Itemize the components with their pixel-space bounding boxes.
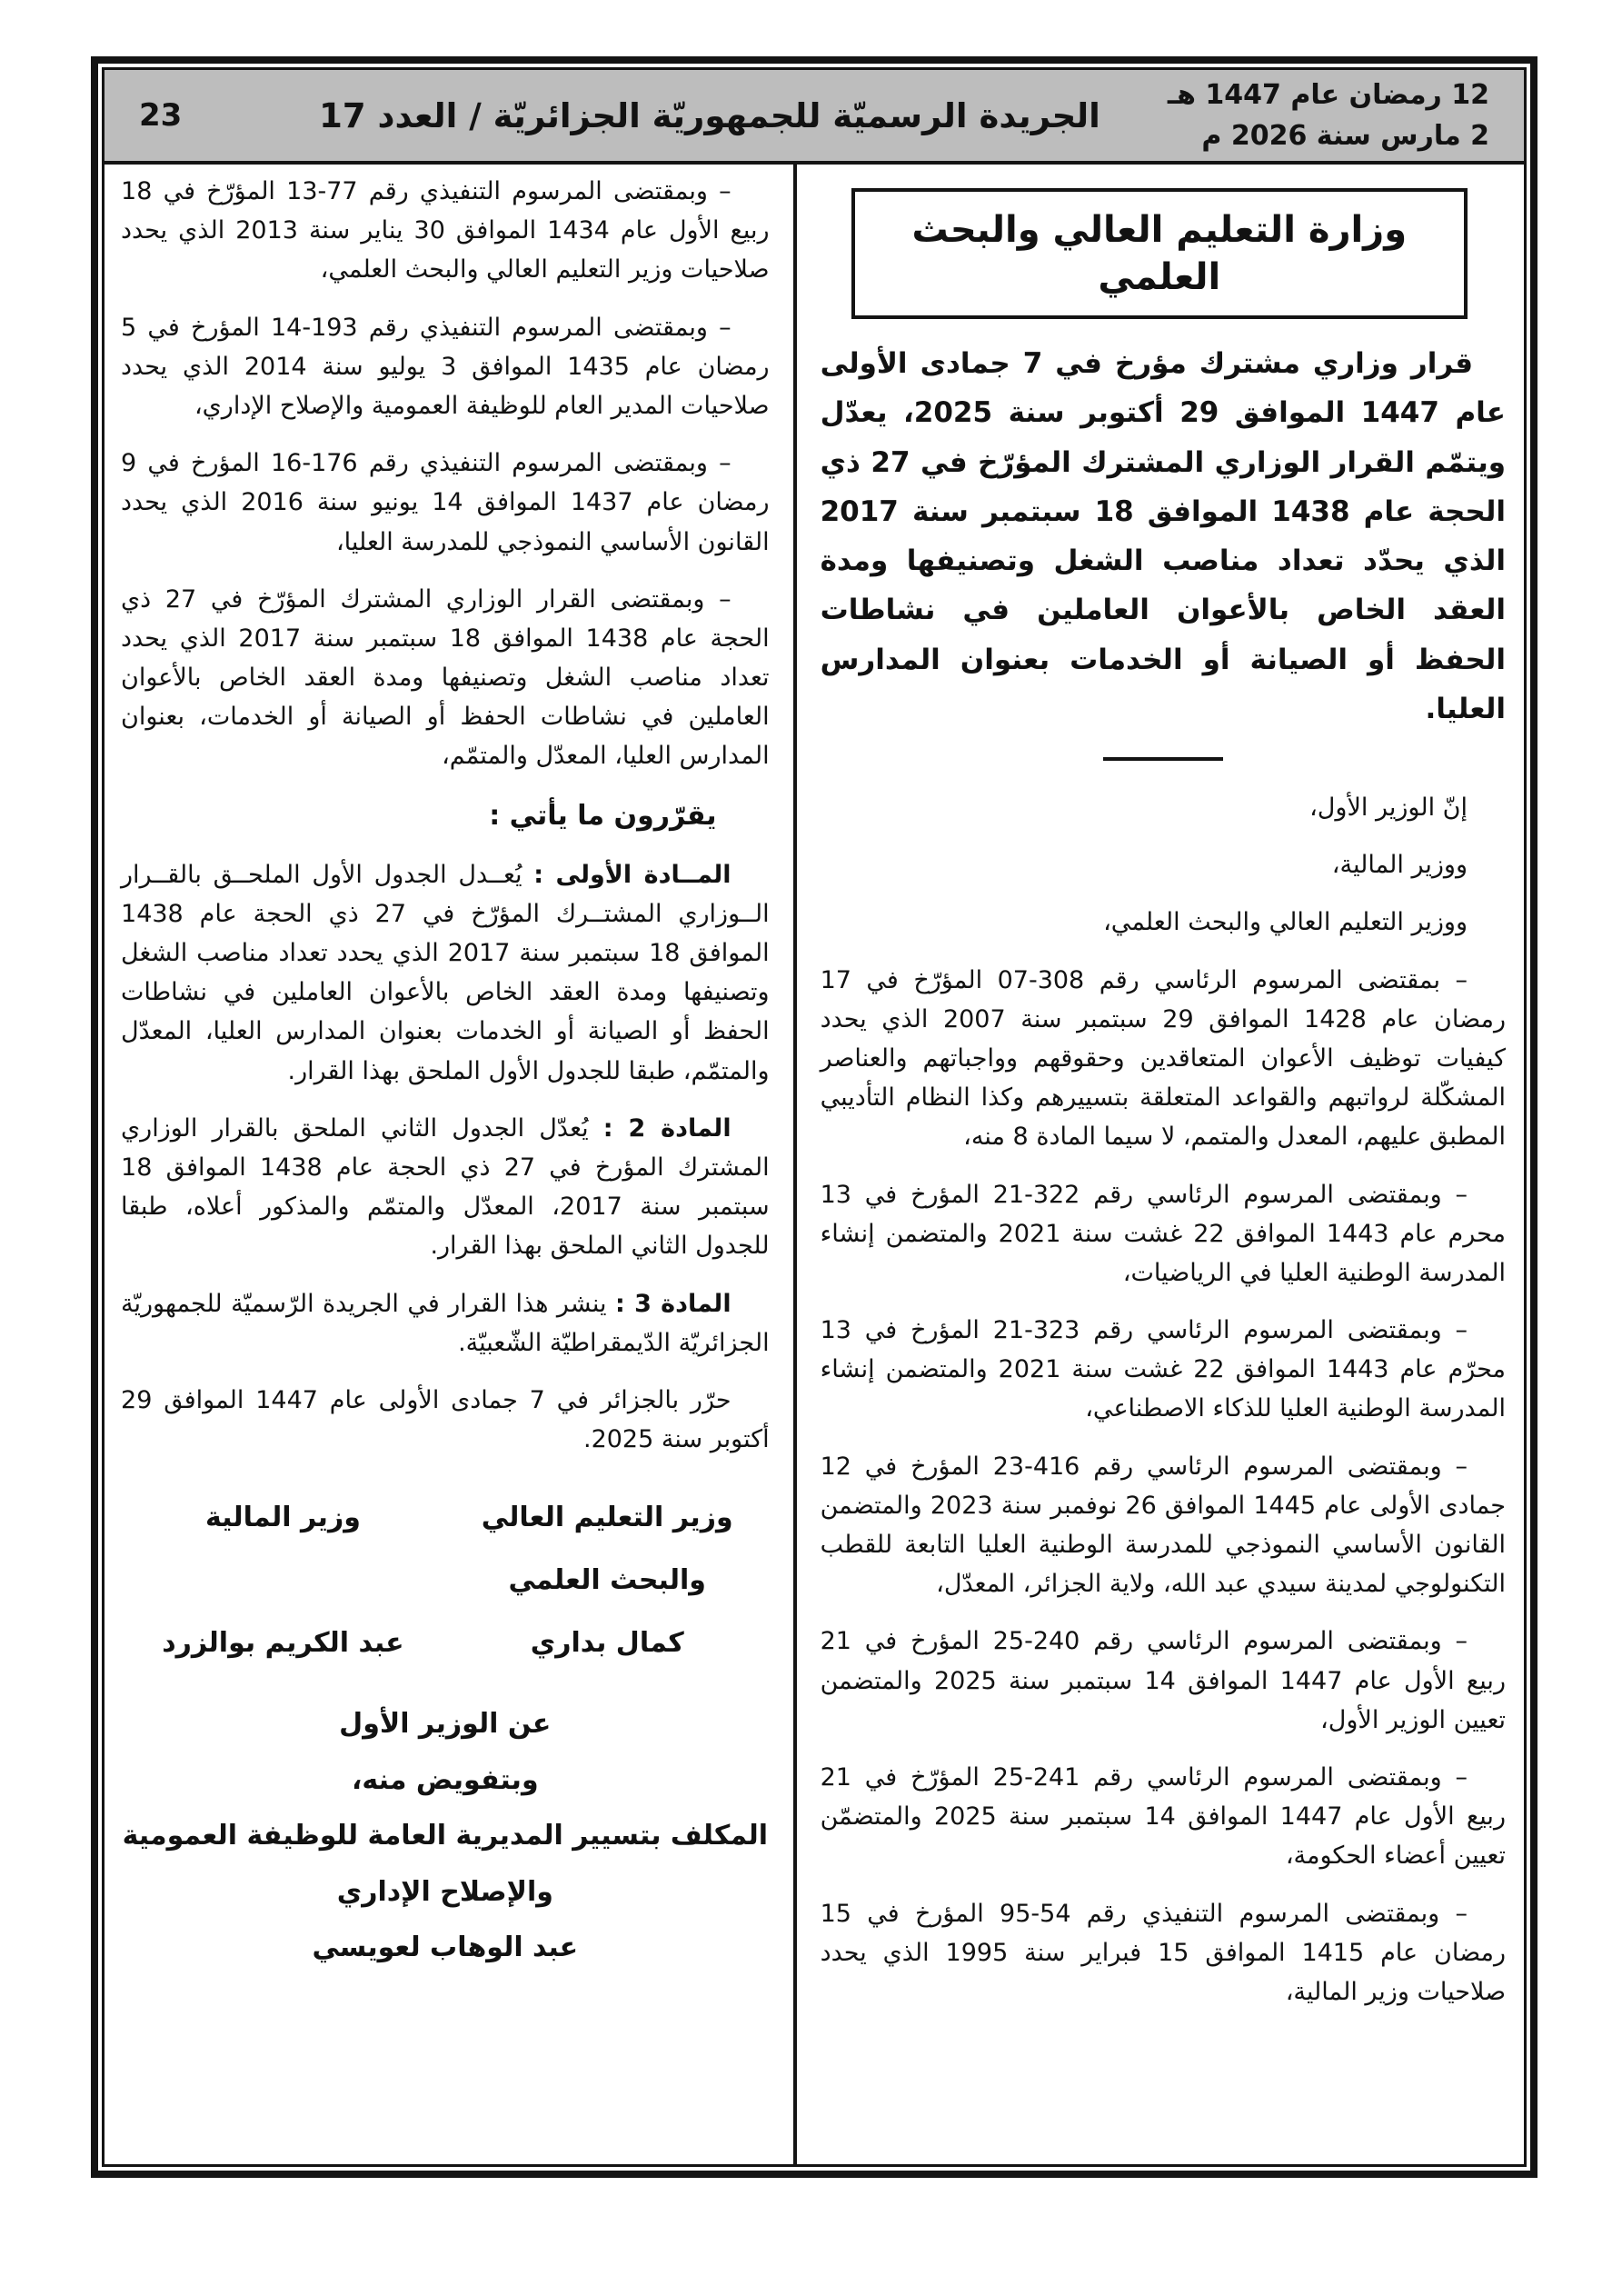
decree-summary: قرار وزاري مشترك مؤرخ في 7 جمادى الأولى عام 1447 الموافق 29 أكتوبر سنة 2025، يعدّل ويتمّم القرار الوزاري المشترك المؤرّخ في 27 ذي الحجة عام 1438 الموافق 18 سبتمبر سنة 2017 الذي يحدّد تعداد مناصب الشغل وتصنيفها ومدة العقد الخاص بالأعوان العاملين في نشاطات الحفظ أو الصيانة أو الخدمات بعنوان المدارس العليا. <box>820 347 1506 725</box>
header-dates <box>1162 75 1489 156</box>
article-2-text: يُعدّل الجدول الثاني الملحق بالقرار الوزاري المشترك المؤرخ في 27 ذي الحجة عام 1438 الموافق 18 سبتمبر سنة 2017، المعدّل والمتمّم والمذكور أعلاه، طبقا للجدول الثاني الملحق بهذا القرار. <box>121 1113 770 1261</box>
visa-paragraph: – وبمقتضى المرسوم الرئاسي رقم 322-21 المؤرخ في 13 محرم عام 1443 الموافق 22 غشت سنة 2021 والمتضمن إنشاء المدرسة الوطنية العليا في الرياضيات، <box>820 1180 1506 1287</box>
visa-paragraph: – وبمقتضى المرسوم التنفيذي رقم 77-13 المؤرّخ في 18 ربيع الأول عام 1434 الموافق 30 يناير سنة 2013 الذي يحدد صلاحيات وزير التعليم العالي والبحث العلمي، <box>121 177 770 285</box>
header-bar <box>104 70 1524 165</box>
signature-higher-education <box>445 1486 770 1674</box>
ministry-title-box: وزارة التعليم العالي والبحث العلمي <box>851 188 1468 319</box>
left-column <box>104 165 793 2164</box>
article-2 <box>121 1109 770 1266</box>
decision-heading: يقرّرون ما يأتي : <box>489 799 717 832</box>
separator-rule <box>1103 757 1223 761</box>
visa-paragraph: – بمقتضى المرسوم الرئاسي رقم 308-07 المؤرّخ في 17 رمضان عام 1428 الموافق 29 سبتمبر سنة 2007 الذي يحدد كيفيات توظيف الأعوان المتعاقدين وحقوقهم وواجباتهم والعناصر المشكّلة لرواتبهم والقواعد المتعلقة بتسييرهم وكذا النظام التأديبي المطبق عليهم، المعدل والمتمم، لا سيما المادة 8 منه، <box>820 965 1506 1152</box>
delegation-line: وبتفويض منه، <box>351 1763 539 1796</box>
article-3-text: ينشر هذا القرار في الجريدة الرّسميّة للجمهوريّة الجزائريّة الدّيمقراطيّة الشّعبيّة. <box>121 1289 770 1357</box>
delegation-line: عبد الوهاب لعويسي <box>312 1932 579 1964</box>
visa-paragraph: – وبمقتضى المرسوم الرئاسي رقم 240-25 المؤرخ في 21 ربيع الأول عام 1447 الموافق 14 سبتمبر سنة 2025 والمتضمن تعيين الوزير الأول، <box>820 1627 1506 1734</box>
article-2-label: المادة 2 : <box>602 1113 731 1143</box>
visa-paragraph: – وبمقتضى القرار الوزاري المشترك المؤرّخ في 27 ذي الحجة عام 1438 الموافق 18 سبتمبر سنة 2017 الذي يحدد تعداد مناصب الشغل وتصنيفها ومدة العقد الخاص بالأعوان العاملين في نشاطات الحفظ أو الصيانة أو الخدمات، بعنوان المدارس العليا، المعدّل والمتمّم، <box>121 584 770 771</box>
delegation-line: عن الوزير الأول <box>339 1708 552 1741</box>
page-frame-inner <box>102 67 1527 2167</box>
signature-title: والبحث العلمي <box>508 1564 706 1597</box>
page-frame <box>91 56 1537 2178</box>
page-number: 23 <box>139 97 183 134</box>
signature-name: كمال بداري <box>530 1627 684 1660</box>
visa-paragraph: – وبمقتضى المرسوم التنفيذي رقم 176-16 المؤرخ في 9 رمضان عام 1437 الموافق 14 يونيو سنة 2016 الذي يحدد القانون الأساسي النموذجي للمدرسة العليا، <box>121 449 770 556</box>
article-3-label: المادة 3 : <box>615 1289 731 1318</box>
preamble-line: إنّ الوزير الأول، <box>1309 794 1468 822</box>
article-1-label: المــادة الأولى : <box>533 860 731 889</box>
signature-title: وزير المالية <box>204 1502 361 1534</box>
date-hijri: 12 رمضان عام 1447 هـ <box>1167 79 1489 111</box>
article-1 <box>121 855 770 1091</box>
preamble-line: ووزير التعليم العالي والبحث العلمي، <box>1103 908 1468 937</box>
closing-statement: حرّر بالجزائر في 7 جمادى الأولى عام 1447 الموافق 29 أكتوبر سنة 2025. <box>121 1385 770 1454</box>
delegation-block <box>121 1696 770 1976</box>
delegation-line: المكلف بتسيير المديرية العامة للوظيفة العمومية <box>122 1820 768 1852</box>
article-1-text: يُعــدل الجدول الأول الملحــق بالقــرار الــوزاري المشتــرك المؤرّخ في 27 ذي الحجة عام 1438 الموافق 18 سبتمبر سنة 2017 الذي يحدد تعداد مناصب الشغل وتصنيفها ومدة العقد الخاص بالأعوان العاملين في نشاطات الحفظ أو الصيانة أو الخدمات بعنوان المدارس العليا، المعدّل والمتمّم، طبقا للجدول الأول الملحق بهذا القرار. <box>121 860 770 1085</box>
visa-paragraph: – وبمقتضى المرسوم التنفيذي رقم 193-14 المؤرخ في 5 رمضان عام 1435 الموافق 3 يوليو سنة 2014 الذي يحدد صلاحيات المدير العام للوظيفة العمومية والإصلاح الإداري، <box>121 313 770 420</box>
delegation-line: والإصلاح الإداري <box>336 1875 553 1908</box>
signatures-block <box>121 1486 770 1674</box>
signature-name: عبد الكريم بوالزرد <box>162 1627 404 1660</box>
columns-container <box>104 165 1524 2164</box>
right-column <box>793 165 1524 2164</box>
journal-title: الجريدة الرسميّة للجمهوريّة الجزائريّة / العدد 17 <box>319 95 1100 135</box>
visa-paragraph: – وبمقتضى المرسوم الرئاسي رقم 416-23 المؤرخ في 12 جمادى الأولى عام 1445 الموافق 26 نوفمبر سنة 2023 والمتضمن القانون الأساسي النموذجي للمدرسة الوطنية العليا التابعة للقطب التكنولوجي لمدينة سيدي عبد الله، ولاية الجزائر، المعدّل، <box>820 1452 1506 1599</box>
signature-finance <box>121 1486 445 1674</box>
visa-paragraph: – وبمقتضى المرسوم الرئاسي رقم 241-25 المؤرّخ في 21 ربيع الأول عام 1447 الموافق 14 سبتمبر سنة 2025 والمتضمّن تعيين أعضاء الحكومة، <box>820 1762 1506 1871</box>
visa-paragraph: – وبمقتضى المرسوم التنفيذي رقم 54-95 المؤرخ في 15 رمضان عام 1415 الموافق 15 فبراير سنة 1995 الذي يحدد صلاحيات وزير المالية، <box>820 1899 1506 2006</box>
visa-paragraph: – وبمقتضى المرسوم الرئاسي رقم 323-21 المؤرخ في 13 محرّم عام 1443 الموافق 22 غشت سنة 2021 والمتضمن إنشاء المدرسة الوطنية العليا للذكاء الاصطناعي، <box>820 1316 1506 1423</box>
article-3 <box>121 1284 770 1363</box>
signature-title: وزير التعليم العالي <box>481 1502 733 1534</box>
preamble-line: ووزير المالية، <box>1331 851 1468 880</box>
date-gregorian: 2 مارس سنة 2026 م <box>1201 120 1489 152</box>
